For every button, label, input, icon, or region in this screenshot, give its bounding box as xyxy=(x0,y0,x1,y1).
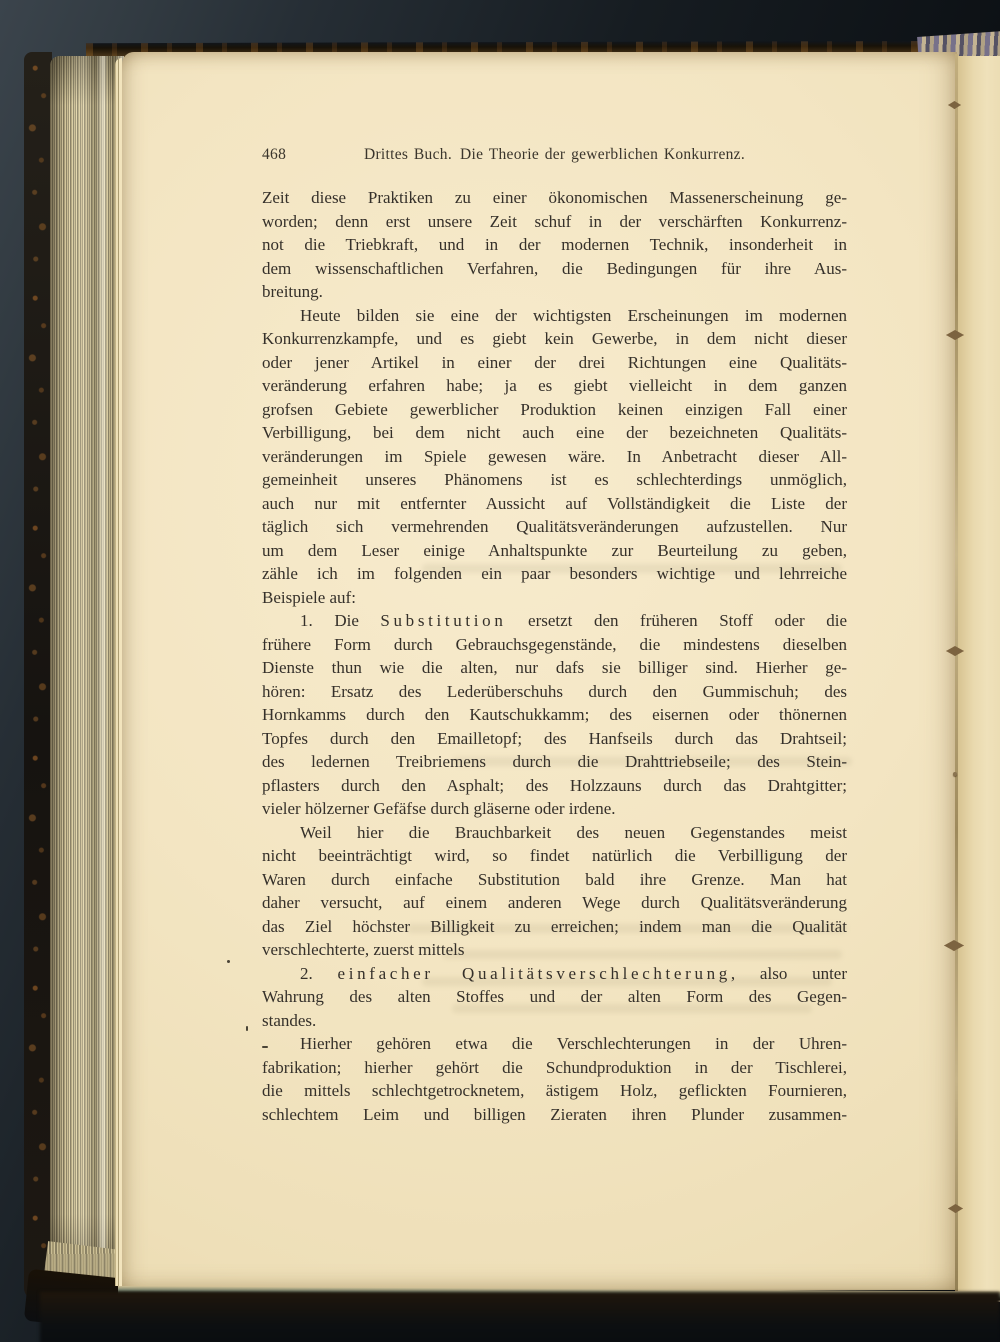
text-line xyxy=(262,586,847,610)
text-segment: Dienste thun wie die alten, nur dafs sie billiger sind. Hierher ge- xyxy=(262,658,847,677)
text-line xyxy=(262,374,847,398)
text-segment: grofsen Gebiete gewerblicher Produktion keinen einzigen Fall einer xyxy=(262,399,847,419)
text-line xyxy=(262,351,847,375)
bottom-shadow xyxy=(40,1292,1000,1342)
text-segment: breitung. xyxy=(262,282,323,301)
running-title: Drittes Buch. Die Theorie der gewerblichen Konkurrenz. xyxy=(363,146,746,163)
text-segment: Konkurrenzkampfe, und es giebt kein Gewerbe, in dem nicht dieser xyxy=(262,329,847,348)
text-segment: des ledernen Treibriemens durch die Drahttriebseile; des Stein- xyxy=(262,752,847,771)
text-segment: oder jener Artikel in einer der drei Richtungen eine Qualitäts- xyxy=(262,352,847,372)
text-segment: Verbilligung, bei dem nicht auch eine der bezeichneten Qualitäts- xyxy=(262,423,847,442)
text-line xyxy=(262,1079,847,1103)
text-segment: Topfes durch den Emailletopf; des Hanfseils durch das Drahtseil; xyxy=(262,728,847,748)
text-segment: um dem Leser einige Anhaltspunkte zur Beurteilung zu geben, xyxy=(262,540,847,560)
text-line xyxy=(262,398,847,422)
text-segment: nicht beeinträchtigt wird, so findet natürlich die Verbilligung der xyxy=(262,846,847,865)
text-segment: verschlechterte, zuerst mittels xyxy=(262,940,465,959)
text-line xyxy=(262,962,847,986)
text-line xyxy=(262,915,847,939)
text-line xyxy=(262,656,847,680)
text-line xyxy=(262,468,847,492)
text-segment: täglich sich vermehrenden Qualitätsveränderungen aufzustellen. Nur xyxy=(262,517,847,536)
stitch-dot xyxy=(953,772,957,776)
text-line xyxy=(262,680,847,704)
running-header xyxy=(262,146,847,166)
letterspaced-text: Substitution xyxy=(380,611,507,630)
text-segment: das Ziel höchster Billigkeit zu erreichen; indem man die Qualität xyxy=(262,916,847,936)
text-segment: Hierher gehören etwa die Verschlechterungen in der Uhren- xyxy=(300,1034,847,1053)
text-line xyxy=(262,891,847,915)
print-speck xyxy=(246,1026,248,1031)
text-segment: pflasters durch den Asphalt; des Holzzauns durch das Drahtgitter; xyxy=(262,775,847,795)
text-line xyxy=(262,1009,847,1033)
text-segment: 1. Die xyxy=(300,611,381,630)
text-segment: dem wissenschaftlichen Verfahren, die Bedingungen für ihre Aus- xyxy=(262,258,847,278)
text-segment: Heute bilden sie eine der wichtigsten Erscheinungen im modernen xyxy=(300,305,847,325)
text-segment: veränderungen im Spiele gewesen wäre. In Anbetracht dieser All- xyxy=(262,446,847,466)
spine-binding-edge xyxy=(24,52,52,1300)
text-line xyxy=(262,797,847,821)
text-segment: veränderung erfahren habe; ja es giebt vielleicht in dem ganzen xyxy=(262,376,847,395)
text-line xyxy=(262,210,847,234)
text-segment: , also unter xyxy=(730,963,848,983)
page-stack-fore-edge xyxy=(50,56,124,1288)
text-segment: Zeit diese Praktiken zu einer ökonomischen Massenerscheinung ge- xyxy=(262,188,847,207)
text-segment: auch nur mit entfernter Aussicht auf Vollständigkeit die Liste der xyxy=(262,493,847,513)
text-segment: worden; denn erst unsere Zeit schuf in der verschärften Konkurrenz- xyxy=(262,211,847,231)
gutter-fold-line xyxy=(955,54,958,1306)
text-segment: fabrikation; hierher gehört die Schundproduktion in der Tischlerei, xyxy=(262,1057,847,1077)
text-line xyxy=(262,327,847,351)
text-segment: Weil hier die Brauchbarkeit des neuen Gegenstandes meist xyxy=(300,822,847,842)
letterspaced-text: einfacher Qualitätsverschlechterung xyxy=(337,963,731,983)
text-segment: frühere Form durch Gebrauchsgegenstände, die mindestens dieselben xyxy=(262,634,847,654)
text-segment: Wahrung des alten Stoffes und der alten Form des Gegen- xyxy=(262,987,847,1006)
text-segment: gemeinheit unseres Phänomens ist es schlechterdings unmöglich, xyxy=(262,470,847,489)
page-content xyxy=(262,146,847,1126)
text-line xyxy=(262,609,847,633)
text-segment: ersetzt den früheren Stoff oder die xyxy=(506,611,847,630)
text-segment: daher versucht, auf einem anderen Wege durch Qualitätsveränderung xyxy=(262,893,847,912)
text-line xyxy=(262,703,847,727)
text-segment: standes. xyxy=(262,1010,317,1030)
text-line xyxy=(262,492,847,516)
text-segment: schlechtem Leim und billigen Zieraten ihren Plunder zusammen- xyxy=(262,1104,847,1124)
print-speck xyxy=(227,960,230,963)
text-line xyxy=(262,938,847,962)
text-line xyxy=(262,821,847,845)
text-segment: 2. xyxy=(300,963,338,983)
text-line xyxy=(262,304,847,328)
text-line xyxy=(262,515,847,539)
text-segment: Hornkamms durch den Kautschukkamm; des eisernen oder thönernen xyxy=(262,705,847,724)
text-line xyxy=(262,985,847,1009)
text-line xyxy=(262,727,847,751)
gutter-conjugate-page xyxy=(957,56,1000,1302)
text-segment: zähle ich im folgenden ein paar besonders wichtige und lehrreiche xyxy=(262,564,847,583)
text-line xyxy=(262,868,847,892)
text-segment: Waren durch einfache Substitution bald ihre Grenze. Man hat xyxy=(262,869,847,889)
text-line xyxy=(262,233,847,257)
text-segment: die mittels schlechtgetrocknetem, ästigem Holz, geflickten Fournieren, xyxy=(262,1081,847,1100)
text-segment: vieler hölzerner Gefäfse durch gläserne oder irdene. xyxy=(262,799,616,818)
text-segment: hören: Ersatz des Lederüberschuhs durch den Gummischuh; des xyxy=(262,681,847,701)
text-segment: Beispiele auf: xyxy=(262,587,356,607)
text-line xyxy=(262,257,847,281)
text-line xyxy=(262,445,847,469)
text-line xyxy=(262,421,847,445)
text-line xyxy=(262,633,847,657)
text-line xyxy=(262,186,847,210)
text-line xyxy=(262,562,847,586)
text-segment: not die Triebkraft, und in der modernen Technik, insonderheit in xyxy=(262,235,847,254)
text-line xyxy=(262,844,847,868)
text-line xyxy=(262,1103,847,1127)
text-line xyxy=(262,750,847,774)
body-text xyxy=(262,186,847,1126)
text-line xyxy=(262,280,847,304)
text-line xyxy=(262,1032,847,1056)
page-number: 468 xyxy=(262,146,287,163)
text-line xyxy=(262,539,847,563)
text-line xyxy=(262,774,847,798)
text-line xyxy=(262,1056,847,1080)
